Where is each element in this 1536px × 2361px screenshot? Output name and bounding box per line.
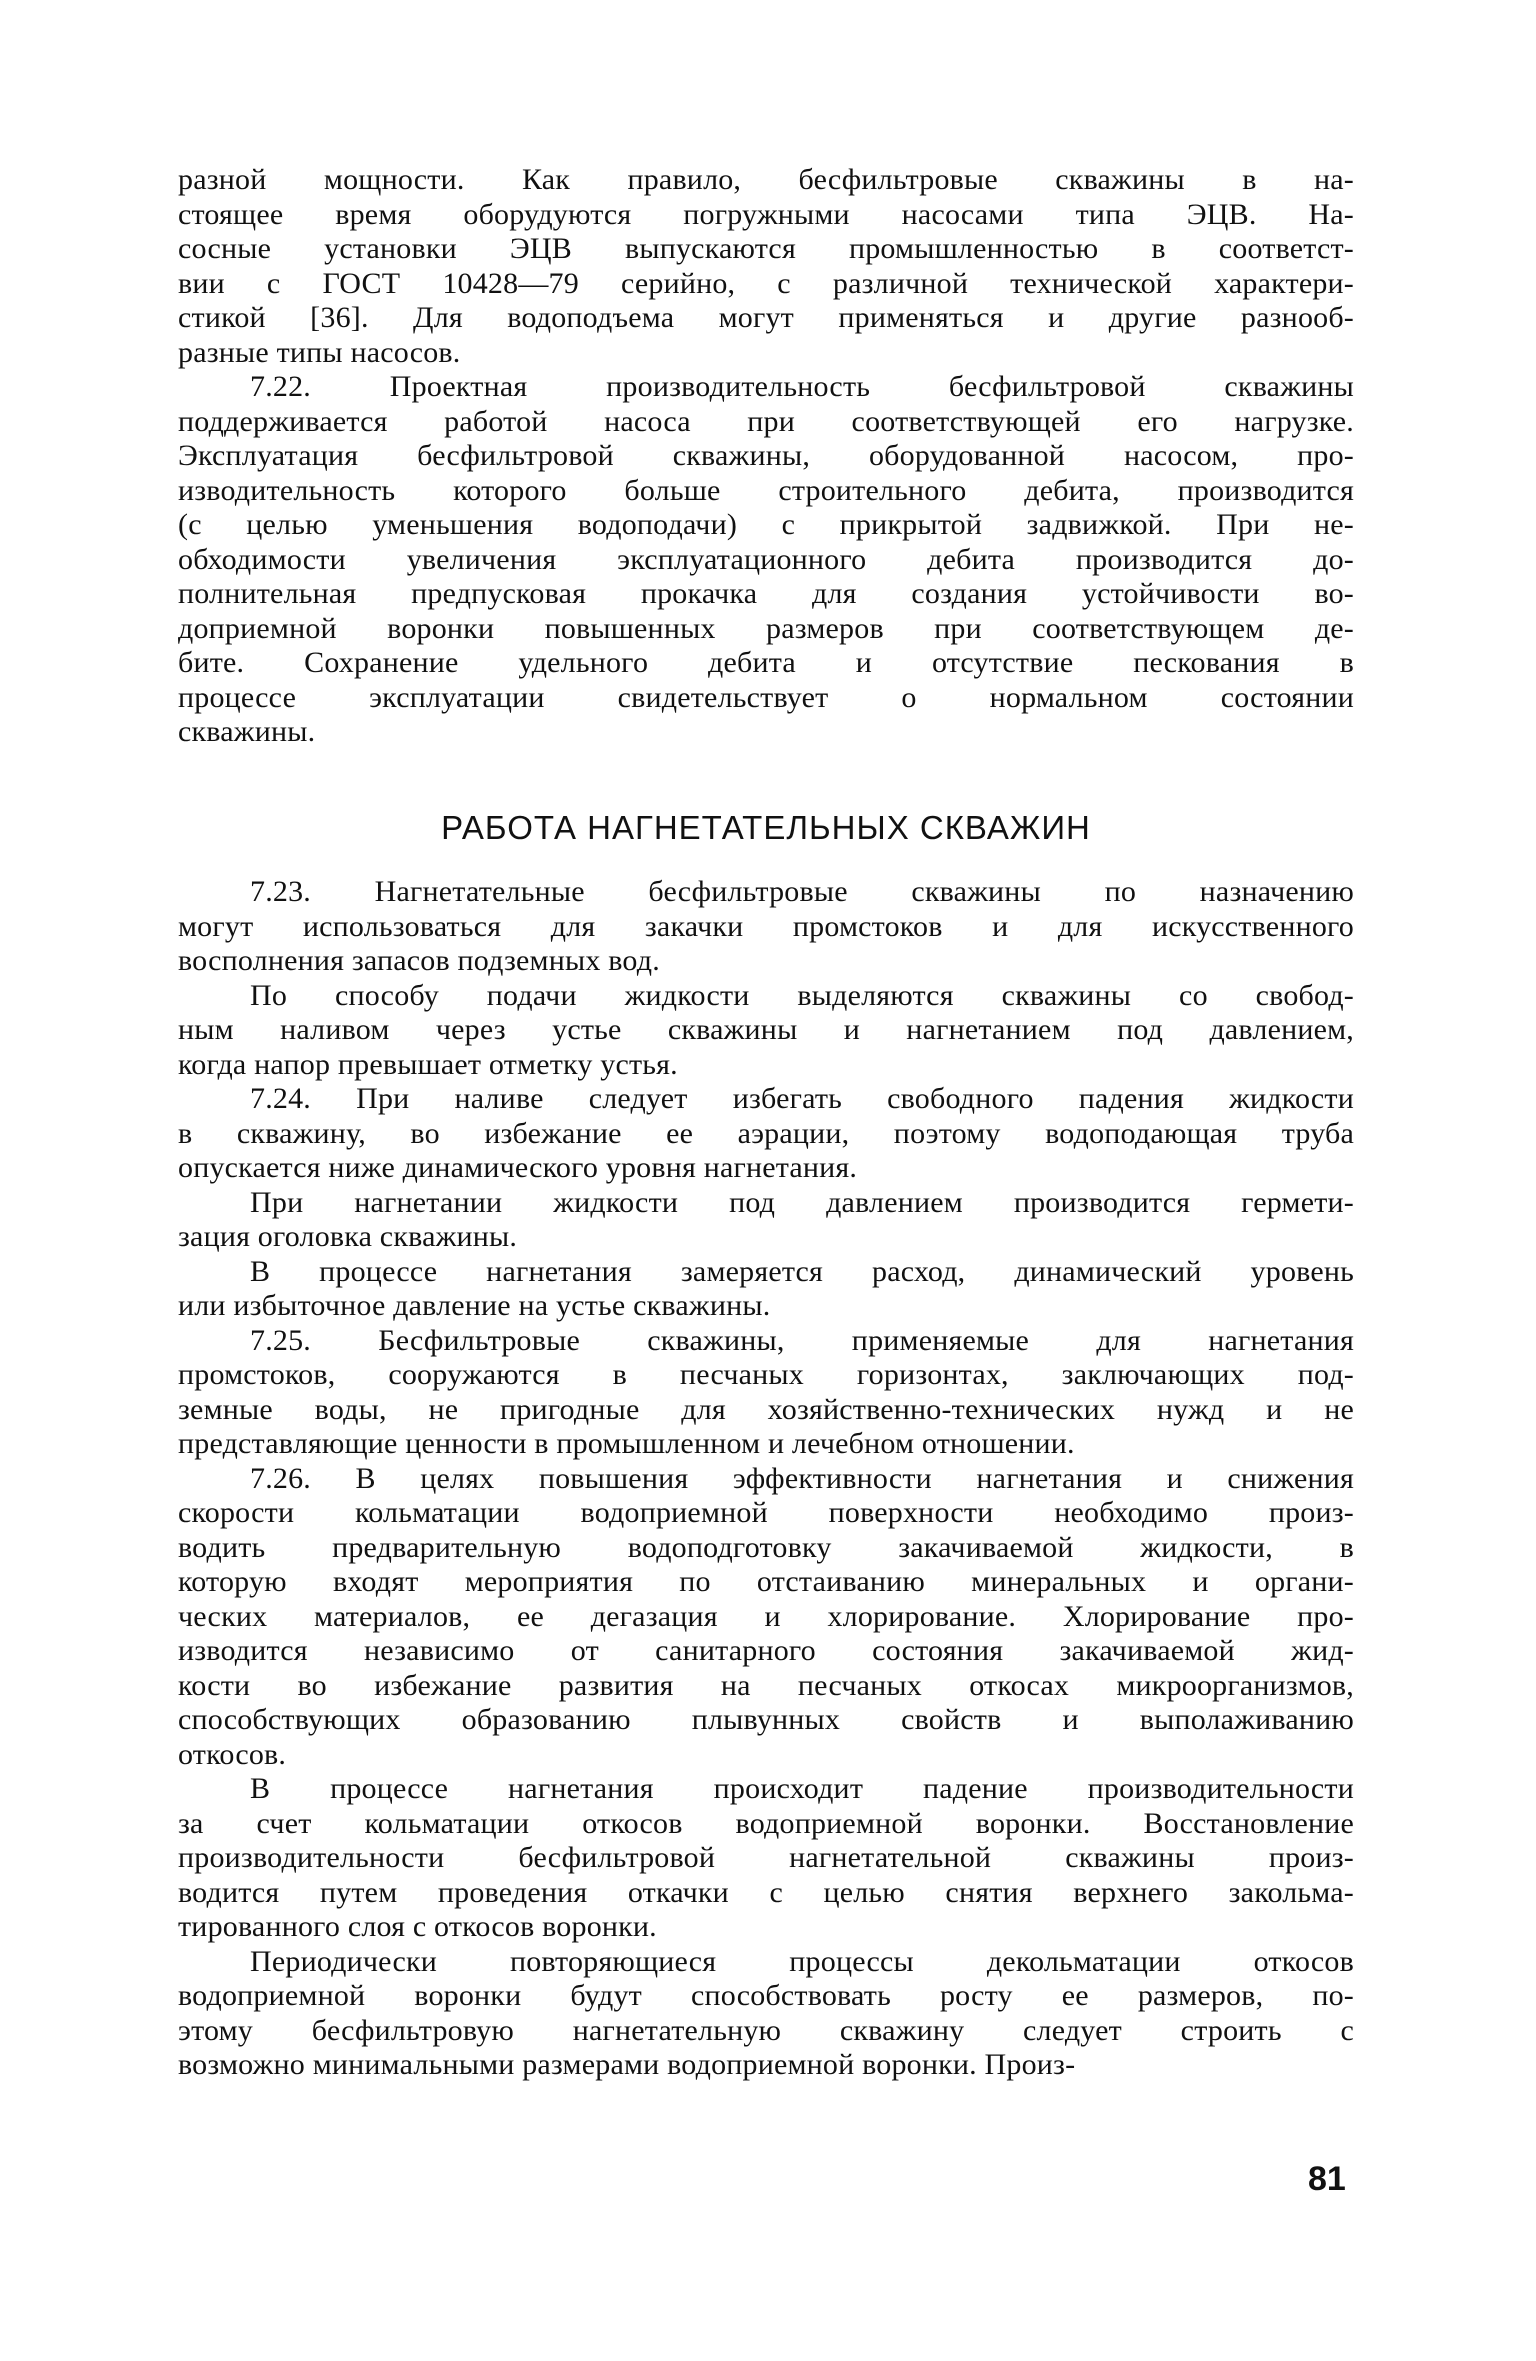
text-line: В процессе нагнетания происходит падение производительности <box>250 1772 1354 1805</box>
text-line: возможно минимальными размерами водоприемной воронки. Произ- <box>178 2048 1076 2081</box>
page-number: 81 <box>1308 2160 1346 2198</box>
text-line: доприемной воронки повышенных размеров при соответствующем де- <box>178 611 1354 645</box>
text-line: 7.25. Бесфильтровые скважины, применяемые для нагнетания <box>250 1323 1354 1357</box>
text-line: могут использоваться для закачки промстоков и для искусственного <box>178 909 1354 943</box>
text-line: водить предварительную водоподготовку закачиваемой жидкости, в <box>178 1530 1354 1564</box>
text-line: 7.23. Нагнетательные бесфильтровые скважины по назначению <box>250 875 1354 908</box>
text-line: водоприемной воронки будут способствовать росту ее размеров, по- <box>178 1979 1354 2012</box>
section-heading: РАБОТА НАГНЕТАТЕЛЬНЫХ СКВАЖИН <box>441 809 1091 846</box>
text-line: откосов. <box>178 1737 287 1771</box>
text-line: полнительная предпусковая прокачка для создания устойчивости во- <box>178 577 1354 610</box>
text-line: разной мощности. Как правило, бесфильтровые скважины в на- <box>178 163 1354 196</box>
text-line: способствующих образованию плывунных свойств и выполаживанию <box>178 1703 1354 1736</box>
text-line: в скважину, во избежание ее аэрации, поэтому водоподающая труба <box>178 1116 1354 1150</box>
text-line: водится путем проведения откачки с целью снятия верхнего закольма- <box>178 1875 1354 1909</box>
text-line: тированного слоя с откосов воронки. <box>178 1910 657 1943</box>
text-line: промстоков, сооружаются в песчаных горизонтах, заключающих под- <box>178 1358 1354 1391</box>
text-line: По способу подачи жидкости выделяются скважины со свобод- <box>250 978 1354 1012</box>
text-line: восполнения запасов подземных вод. <box>178 944 660 977</box>
paragraph-pressure-sealing <box>178 1186 1354 1255</box>
text-line: ным наливом через устье скважины и нагнетанием под давлением, <box>178 1013 1354 1046</box>
paragraph-7-26 <box>178 1462 1354 1773</box>
text-line: земные воды, не пригодные для хозяйственно-технических нужд и не <box>178 1392 1354 1426</box>
text-line: бите. Сохранение удельного дебита и отсутствие пескования в <box>178 646 1354 679</box>
text-line: за счет кольматации откосов водоприемной воронки. Восстановление <box>178 1806 1354 1840</box>
paragraph-7-25 <box>178 1324 1354 1462</box>
text-line: которую входят мероприятия по отстаиванию минеральных и органи- <box>178 1565 1354 1598</box>
text-line: Периодически повторяющиеся процессы декольматации откосов <box>250 1944 1354 1978</box>
text-line: разные типы насосов. <box>178 335 461 369</box>
text-line: процессе эксплуатации свидетельствует о нормальном состоянии <box>178 680 1354 714</box>
text-line: 7.24. При наливе следует избегать свободного падения жидкости <box>250 1082 1354 1115</box>
body-text-bottom <box>178 875 1354 2083</box>
text-line: В процессе нагнетания замеряется расход, динамический уровень <box>250 1254 1354 1288</box>
paragraph-7-24 <box>178 1082 1354 1186</box>
text-line: стикой [36]. Для водоподъема могут применяться и другие разнооб- <box>178 301 1354 334</box>
text-line: сосные установки ЭЦВ выпускаются промышленностью в соответст- <box>178 232 1354 265</box>
text-line: когда напор превышает отметку устья. <box>178 1047 678 1081</box>
text-line: ческих материалов, ее дегазация и хлорирование. Хлорирование про- <box>178 1599 1354 1633</box>
text-line: кости во избежание развития на песчаных откосах микроорганизмов, <box>178 1668 1354 1702</box>
text-line: изводится независимо от санитарного состояния закачиваемой жид- <box>178 1634 1354 1667</box>
paragraph-periodic-processes <box>178 1945 1354 2083</box>
text-line: (с целью уменьшения водоподачи) с прикрытой задвижкой. При не- <box>178 508 1354 541</box>
text-line: зация оголовка скважины. <box>178 1220 518 1253</box>
paragraph-intro <box>178 163 1354 370</box>
text-line: изводительность которого больше строительного дебита, производится <box>178 473 1354 507</box>
text-line: скорости кольматации водоприемной поверхности необходимо произ- <box>178 1496 1354 1529</box>
paragraph-supply-method <box>178 979 1354 1083</box>
body-text-top <box>178 163 1354 750</box>
text-line: опускается ниже динамического уровня нагнетания. <box>178 1151 858 1184</box>
paragraph-productivity-drop <box>178 1772 1354 1945</box>
text-line: этому бесфильтровую нагнетательную скважину следует строить с <box>178 2013 1354 2047</box>
text-line: поддерживается работой насоса при соответствующей его нагрузке. <box>178 404 1354 438</box>
text-line: 7.22. Проектная производительность бесфильтровой скважины <box>250 370 1354 403</box>
text-line: обходимости увеличения эксплуатационного дебита производится до- <box>178 542 1354 576</box>
text-line: При нагнетании жидкости под давлением производится гермети- <box>250 1185 1354 1219</box>
paragraph-measurement <box>178 1255 1354 1324</box>
text-line: Эксплуатация бесфильтровой скважины, оборудованной насосом, про- <box>178 439 1354 472</box>
paragraph-7-22 <box>178 370 1354 750</box>
text-line: производительности бесфильтровой нагнетательной скважины произ- <box>178 1841 1354 1874</box>
text-line: представляющие ценности в промышленном и лечебном отношении. <box>178 1427 1075 1460</box>
text-line: 7.26. В целях повышения эффективности нагнетания и снижения <box>250 1461 1354 1495</box>
paragraph-7-23 <box>178 875 1354 979</box>
text-line: или избыточное давление на устье скважины. <box>178 1289 771 1322</box>
text-line: стоящее время оборудуются погружными насосами типа ЭЦВ. На- <box>178 197 1354 231</box>
text-line: скважины. <box>178 715 316 748</box>
text-line: вии с ГОСТ 10428—79 серийно, с различной технической характери- <box>178 266 1354 300</box>
